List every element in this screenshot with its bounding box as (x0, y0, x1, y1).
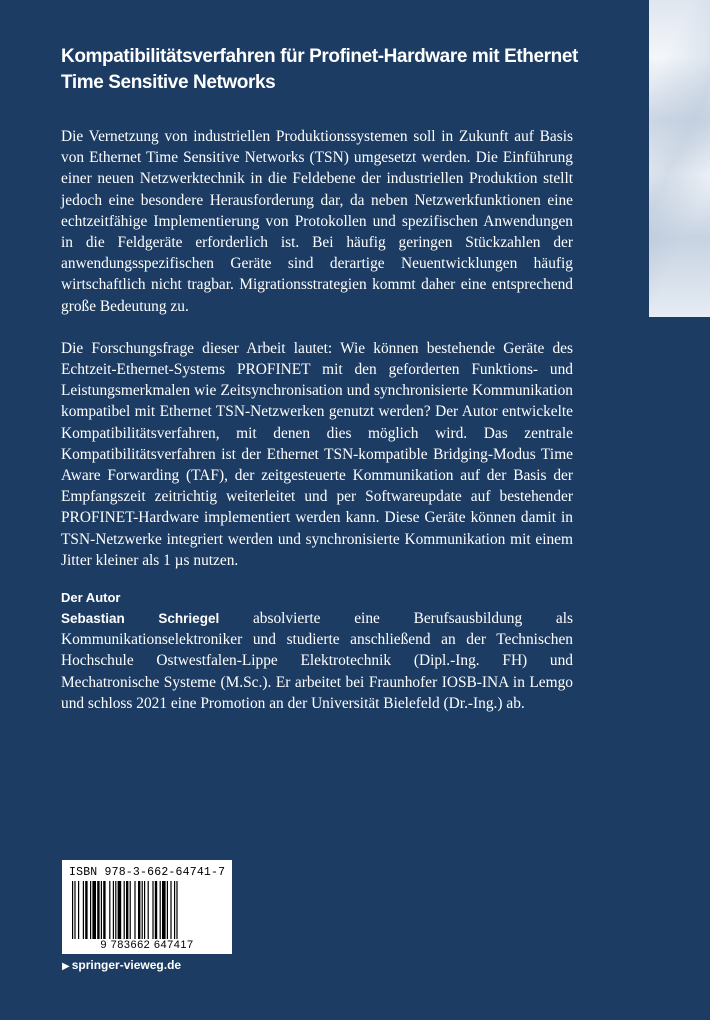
publisher-link[interactable] (62, 957, 181, 975)
author-name: Sebastian Schriegel (61, 611, 220, 627)
publisher-url: springer-vieweg.de (71, 958, 182, 972)
barcode-bars (72, 881, 222, 939)
isbn-label: ISBN 978-3-662-64741-7 (69, 866, 226, 879)
cover-photo-strip (649, 0, 710, 317)
book-title: Kompatibilitätsverfahren für Profinet-Hardware mit Ethernet Time Sensitive Networks (61, 46, 578, 93)
arrow-right-icon: ▶ (62, 961, 70, 972)
description-paragraph-2: Die Forschungsfrage dieser Arbeit lautet: Wie können bestehende Geräte des Echtzeit-Ethernet-Systems PROFINET mit den geforderten Funktions- und Leistungsmerkmalen wie Zeitsynchronisation und synchronisierte Kommunikation kompatibel mit Ethernet TSN-Netzwerken genutzt werden? Der Autor entwickelte Kompatibilitätsverfahren, mit denen dies möglich wird. Das zentrale Kompatibilitätsverfahren ist der Ethernet TSN-kompatible Bridging-Modus Time Aware Forwarding (TAF), der zeitgesteuerte Kommunikation auf der Basis der Empfangszeit zeitrichtig weiterleitet und per Softwareupdate auf bestehender PROFINET-Hardware implementiert werden kann. Diese Geräte können damit in TSN-Netzwerke integriert werden und synchronisierte Kommunikation mit einem Jitter kleiner als 1 µs nutzen. (61, 339, 573, 569)
barcode-digits: 9 783662 647417 (100, 939, 194, 951)
author-bio (61, 608, 573, 714)
isbn-barcode (62, 860, 232, 954)
back-cover-text (61, 126, 573, 714)
description-paragraph-1: Die Vernetzung von industriellen Produktionssystemen soll in Zukunft auf Basis von Ethernet Time Sensitive Networks (TSN) umgesetzt werden. Die Einführung einer neuen Netzwerktechnik in die Feldebene der industriellen Produktion stellt jedoch eine besondere Herausforderung dar, da neben Netzwerkfunktionen eine echtzeitfähige Implementierung von Protokollen und spezifischen Anwendungen in die Feldgeräte erforderlich ist. Bei häufig geringen Stückzahlen der anwendungsspezifischen Geräte sind derartige Neuentwicklungen häufig wirtschaftlich nicht tragbar. Migrationsstrategien kommt daher eine entsprechend große Bedeutung zu. (61, 128, 573, 315)
author-bio-text: absolvierte eine Berufsausbildung als Kommunikationselektroniker und studierte anschließend an der Technischen Hochschule Ostwestfalen-Lippe Elektrotechnik (Dipl.-Ing. FH) und Mechatronische Systeme (M.Sc.). Er arbeitet bei Fraunhofer IOSB-INA in Lemgo und schloss 2021 eine Promotion an der Universität Bielefeld (Dr.-Ing.) ab. (61, 610, 573, 712)
author-heading: Der Autor (61, 590, 121, 606)
